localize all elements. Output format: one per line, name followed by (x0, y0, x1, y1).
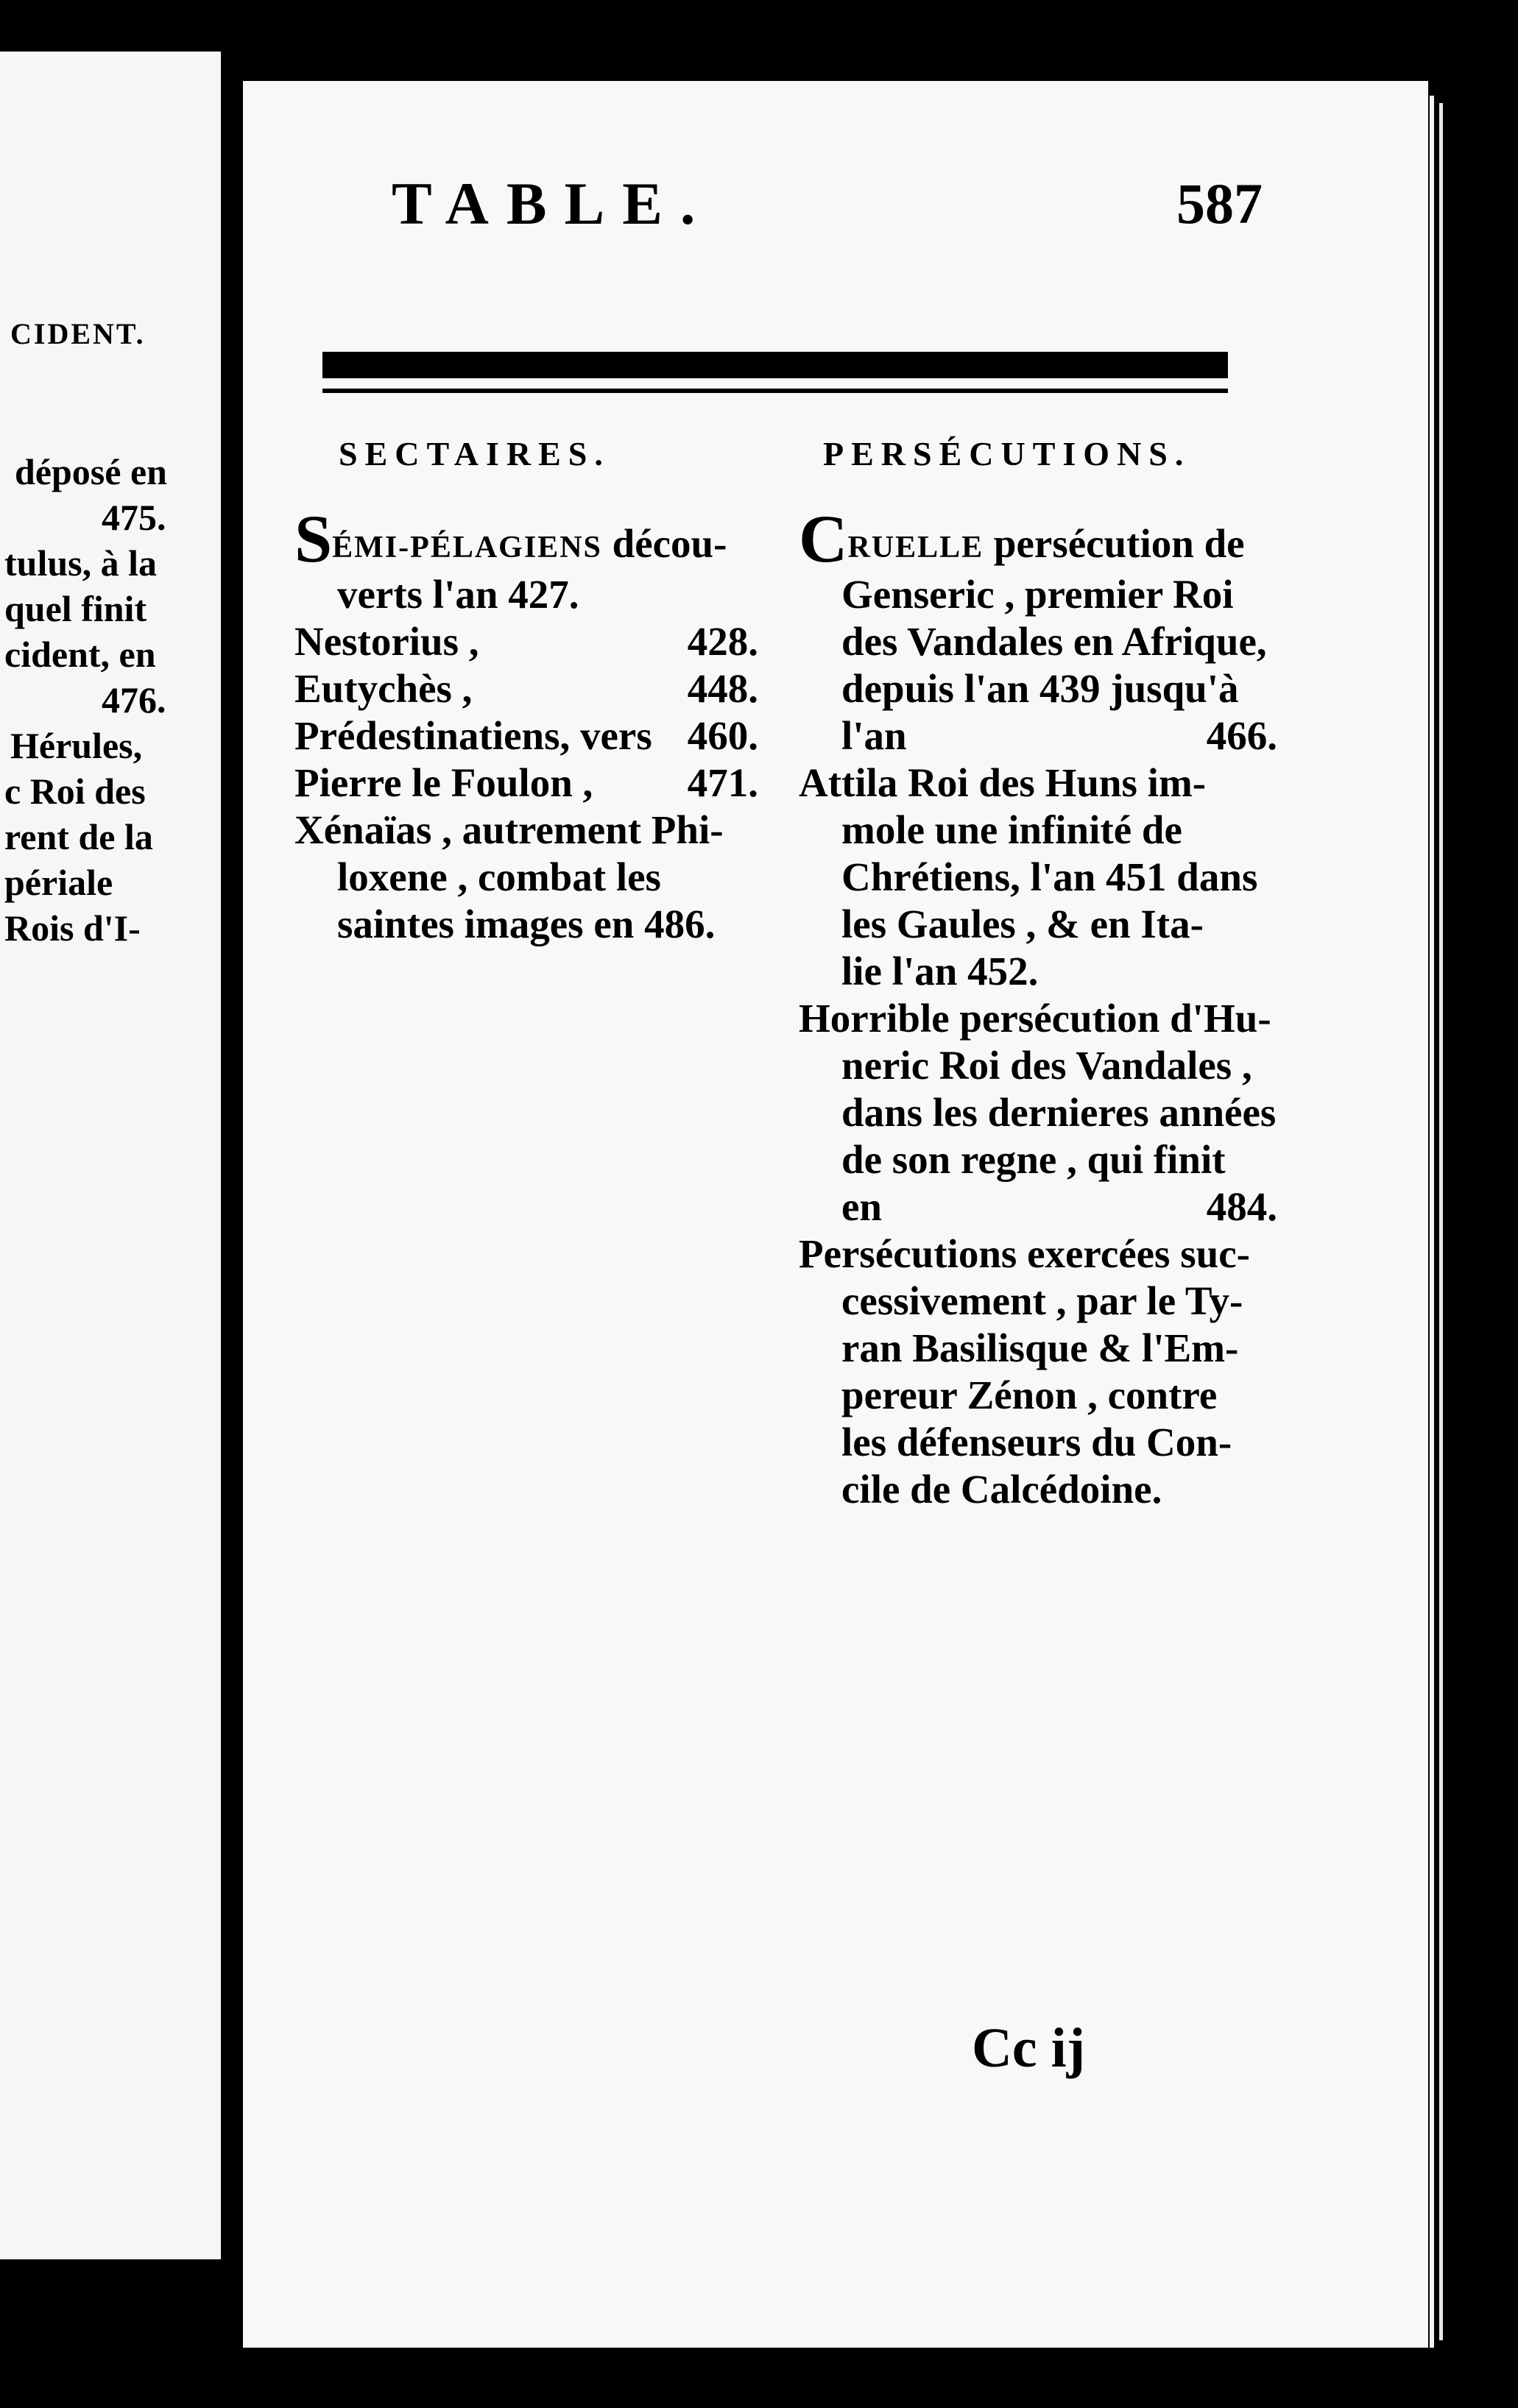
entry-continuation: depuis l'an 439 jusqu'à (841, 666, 1239, 711)
entry-continuation: mole une infinité de (841, 807, 1182, 852)
entry-continuation: Genseric , premier Roi (841, 572, 1234, 617)
entry-continuation: ran Basilisque & l'Em- (841, 1325, 1239, 1370)
left-page-line: Rois d'I- (4, 907, 141, 949)
entry-continuation: de son regne , qui finit (841, 1137, 1226, 1182)
entry-continuation: saintes images en 486. (337, 902, 716, 946)
sectaire-name: Eutychès , (294, 666, 473, 711)
entry-continuation: les défenseurs du Con- (841, 1420, 1232, 1465)
persecutions-column (799, 501, 1277, 1513)
entry-smallcaps: ÉMI-PÉLAGIENS (332, 531, 602, 564)
entry-text: en (841, 1184, 882, 1229)
entry-continuation: des Vandales en Afrique, (841, 619, 1267, 664)
sectaire-name: Prédestinatiens, vers (294, 713, 652, 758)
entry-continuation: dans les dernieres années (841, 1090, 1277, 1135)
entry-continuation: pereur Zénon , contre (841, 1373, 1218, 1417)
entry-continuation: verts l'an 427. (337, 572, 579, 617)
persecution-entry (799, 995, 1277, 1230)
persecution-entry (799, 1230, 1277, 1513)
sectaires-entry (294, 712, 758, 759)
entry-continuation: les Gaules , & en Ita- (841, 902, 1204, 946)
left-page-line: tulus, à la (4, 542, 158, 584)
left-page-heading: CIDENT. (10, 317, 146, 350)
sectaires-column (294, 501, 758, 948)
signature-mark: Cc ij (972, 2017, 1086, 2079)
drop-cap: C (799, 501, 848, 576)
sectaire-name: Pierre le Foulon , (294, 760, 593, 805)
entry-last-line (799, 712, 1277, 759)
entry-continuation: cessivement , par le Ty- (841, 1278, 1243, 1323)
persecution-entry (799, 501, 1277, 759)
sectaires-entry (294, 807, 758, 948)
left-page-line: Hérules, (10, 725, 143, 766)
left-page-line: quel finit (4, 588, 147, 629)
left-page-line: c Roi des (4, 771, 146, 812)
left-page-line: déposé en (15, 451, 167, 492)
left-page-line: périale (4, 862, 113, 903)
page-title: TABLE. (392, 170, 713, 237)
entry-continuation: lie l'an 452. (841, 949, 1039, 994)
left-page-line: 476. (102, 679, 166, 720)
entry-smallcaps: RUELLE (847, 531, 984, 564)
entry-year: 466. (1206, 713, 1277, 758)
entry-year: 484. (1206, 1184, 1277, 1229)
entry-text: Persécutions exercées suc- (799, 1231, 1250, 1276)
entry-continuation: loxene , combat les (337, 854, 661, 899)
page-edge (1439, 103, 1443, 2340)
entry-continuation: Chrétiens, l'an 451 dans (841, 854, 1258, 899)
header-rule-thin (322, 389, 1228, 393)
entry-text: décou- (601, 521, 727, 566)
page-edge (1430, 96, 1434, 2348)
header-rule-thick (322, 352, 1228, 378)
left-page-line: 475. (102, 497, 166, 538)
sectaires-entry (294, 618, 758, 665)
entry-text: Xénaïas , autrement Phi- (294, 807, 724, 852)
left-page-line: rent de la (4, 816, 153, 857)
drop-cap: S (294, 501, 333, 576)
entry-continuation: neric Roi des Vandales , (841, 1043, 1252, 1088)
sectaires-entry (294, 501, 758, 618)
sectaires-entry (294, 665, 758, 712)
sectaire-year: 428. (687, 619, 758, 664)
entry-last-line (799, 1183, 1277, 1230)
left-facing-page (0, 52, 221, 2259)
persecution-entry (799, 759, 1277, 995)
entry-continuation: cile de Calcédoine. (841, 1467, 1162, 1512)
page-number: 587 (1176, 171, 1263, 236)
entry-text: l'an (841, 713, 907, 758)
entry-text: persécution de (984, 521, 1245, 566)
entry-text: Attila Roi des Huns im- (799, 760, 1207, 805)
sectaire-year: 460. (687, 713, 758, 758)
sectaire-year: 448. (687, 666, 758, 711)
left-page-line: cident, en (4, 634, 156, 675)
persecutions-heading: PERSÉCUTIONS. (823, 435, 1191, 472)
sectaires-heading: SECTAIRES. (339, 435, 610, 472)
sectaire-year: 471. (687, 760, 758, 805)
entry-text: Horrible persécution d'Hu- (799, 996, 1271, 1041)
sectaire-name: Nestorius , (294, 619, 479, 664)
sectaires-entry (294, 759, 758, 807)
